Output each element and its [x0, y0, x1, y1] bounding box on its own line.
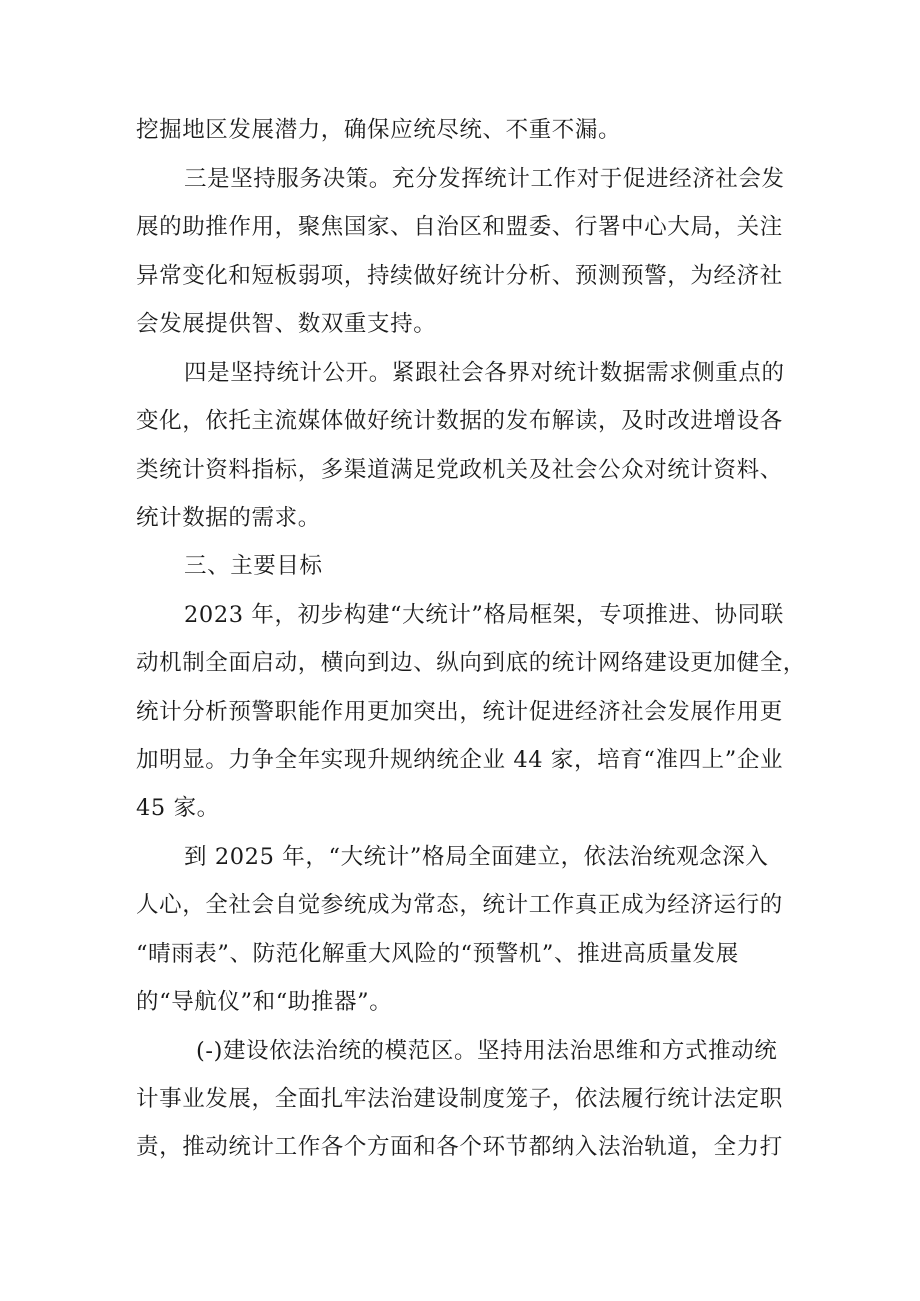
section-heading: 三、主要目标: [184, 553, 323, 579]
paragraph-4-line-3: 类统计资料指标，多渠道满足党政机关及社会公众对统计资料、: [136, 457, 783, 483]
paragraph-3-line-4: 会发展提供智、数双重支持。: [136, 311, 437, 337]
paragraph-3-line-1: 三是坚持服务决策。充分发挥统计工作对于促进经济社会发: [184, 166, 785, 192]
subsection-1-line-1: (-)建设依法治统的模范区。坚持用法治思维和方式推动统: [196, 1038, 778, 1064]
paragraph-2023-line-4: 加明显。力争全年实现升规纳统企业 44 家，培育“准四上”企业: [136, 747, 784, 773]
paragraph-2025-line-4: 的“导航仪”和“助推器”。: [136, 989, 393, 1015]
paragraph-2025-line-3: “晴雨表”、防范化解重大风险的“预警机”、推进高质量发展: [136, 941, 739, 967]
paragraph-2023-line-1: 2023 年，初步构建“大统计”格局框架，专项推进、协同联: [184, 602, 784, 628]
paragraph-4-line-4: 统计数据的需求。: [136, 505, 321, 531]
subsection-1-line-2: 计事业发展，全面扎牢法治建设制度笼子，依法履行统计法定职: [136, 1086, 783, 1112]
paragraph-2025-line-1: 到 2025 年，“大统计”格局全面建立，依法治统观念深入: [184, 844, 769, 870]
paragraph-3-line-3: 异常变化和短板弱项，持续做好统计分析、预测预警，为经济社: [136, 263, 783, 289]
paragraph-4-line-2: 变化，依托主流媒体做好统计数据的发布解读，及时改进增设各: [136, 408, 783, 434]
paragraph-4-line-1: 四是坚持统计公开。紧跟社会各界对统计数据需求侧重点的: [184, 360, 785, 386]
paragraph-3-line-2: 展的助推作用，聚焦国家、自治区和盟委、行署中心大局，关注: [136, 214, 783, 240]
paragraph-2023-line-3: 统计分析预警职能作用更加突出，统计促进经济社会发展作用更: [136, 699, 783, 725]
paragraph-2023-line-5: 45 家。: [136, 795, 220, 821]
body-line-1: 挖掘地区发展潜力，确保应统尽统、不重不漏。: [136, 117, 622, 143]
paragraph-2025-line-2: 人心，全社会自觉参统成为常态，统计工作真正成为经济运行的: [136, 892, 783, 918]
paragraph-2023-line-2: 动机制全面启动，横向到边、纵向到底的统计网络建设更加健全，: [136, 650, 806, 676]
subsection-1-line-3: 责，推动统计工作各个方面和各个环节都纳入法治轨道，全力打: [136, 1134, 783, 1160]
